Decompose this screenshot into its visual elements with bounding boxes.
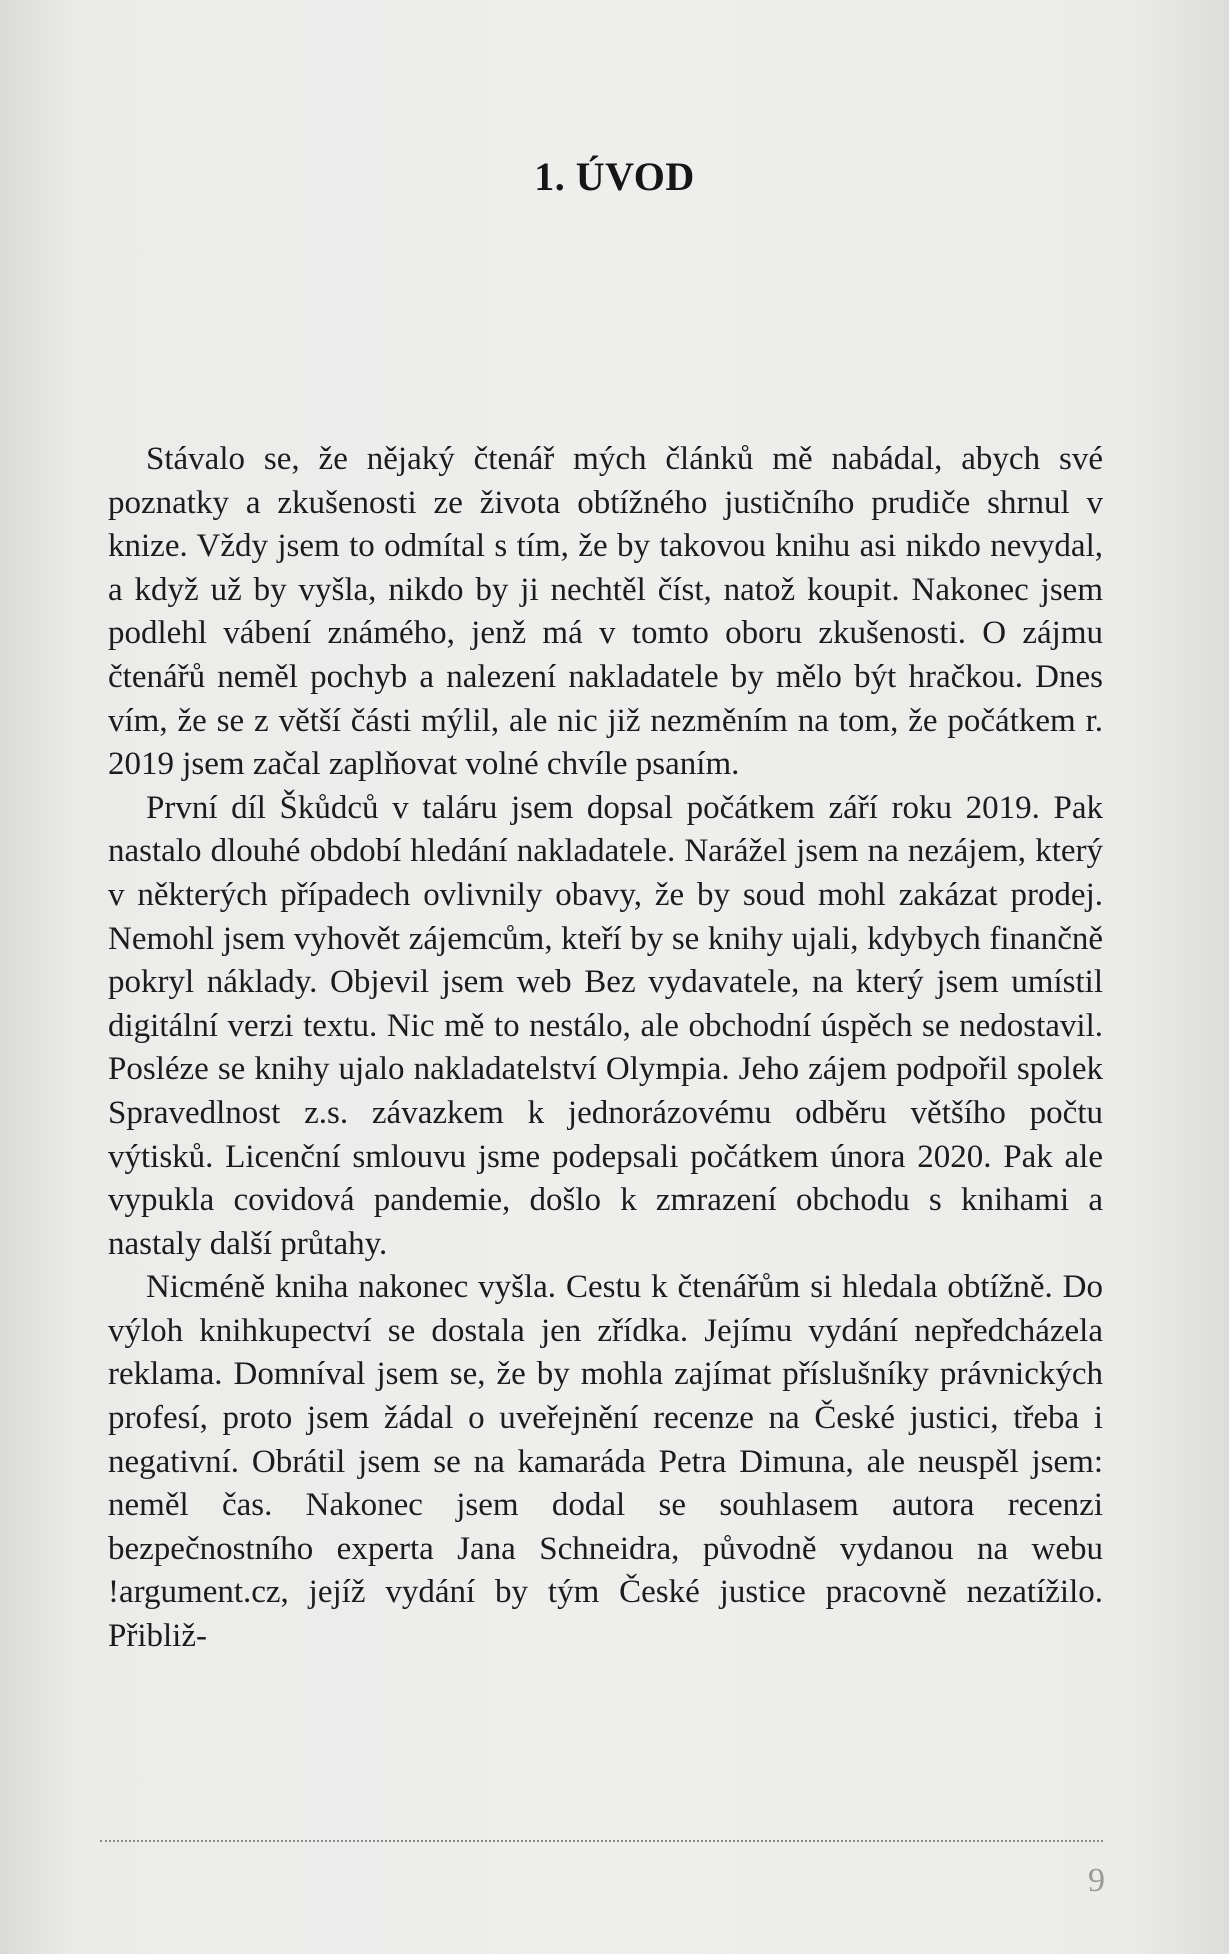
paragraph-2: První díl Škůdců v taláru jsem dopsal počátkem září roku 2019. Pak nastalo dlouhé období hledání nakladatele. Narážel jsem na nezájem, který v některých případech ovlivnily obavy, že by soud mohl zakázat prodej. Nemohl jsem vyhovět zájemcům, kteří by se knihy ujali, kdybych finančně pokryl náklady. Objevil jsem web Bez vydavatele, na který jsem umístil digitální verzi textu. Nic mě to nestálo, ale obchodní úspěch se nedostavil. Posléze se knihy ujalo nakladatelství Olympia. Jeho zájem podpořil spolek Spravedlnost z.s. závazkem k jednorázovému odběru většího počtu výtisků. Licenční smlouvu jsme podepsali počátkem února 2020. Pak ale vypukla covidová pandemie, došlo k zmrazení obchodu s knihami a nastaly další průtahy. xyxy=(108,789,1103,1262)
chapter-title: 1. ÚVOD xyxy=(534,153,695,199)
paragraph-1: Stávalo se, že nějaký čtenář mých článků mě nabádal, abych své poznatky a zkušenosti ze života obtížného justičního prudiče shrnul v knize. Vždy jsem to odmítal s tím, že by takovou knihu asi nikdo nevydal, a když už by vyšla, nikdo by ji nechtěl číst, natož koupit. Nakonec jsem podlehl vábení známého, jenž má v tomto oboru zkušenosti. O zájmu čtenářů neměl pochyb a nalezení nakladatele by mělo být hračkou. Dnes vím, že se z větší části mýlil, ale nic již nezměním na tom, že počátkem r. 2019 jsem začal zaplňovat volné chvíle psaním. xyxy=(108,441,1103,783)
body-text xyxy=(108,438,1103,1659)
page-number: 9 xyxy=(1088,1862,1105,1899)
paragraph-3: Nicméně kniha nakonec vyšla. Cestu k čtenářům si hledala obtížně. Do výloh knihkupectví se dostala jen zřídka. Jejímu vydání nepředcházela reklama. Domníval jsem se, že by mohla zajímat příslušníky právnických profesí, proto jsem žádal o uveřejnění recenze na České justici, třeba i negativní. Obrátil jsem se na kamaráda Petra Dimuna, ale neuspěl jsem: neměl čas. Nakonec jsem dodal se souhlasem autora recenzi bezpečnostního experta Jana Schneidra, původně vydanou na webu !argument.cz, jejíž vydání by tým České justice pracovně nezatížilo. Přibliž- xyxy=(108,1269,1103,1655)
footer-divider xyxy=(100,1840,1103,1842)
